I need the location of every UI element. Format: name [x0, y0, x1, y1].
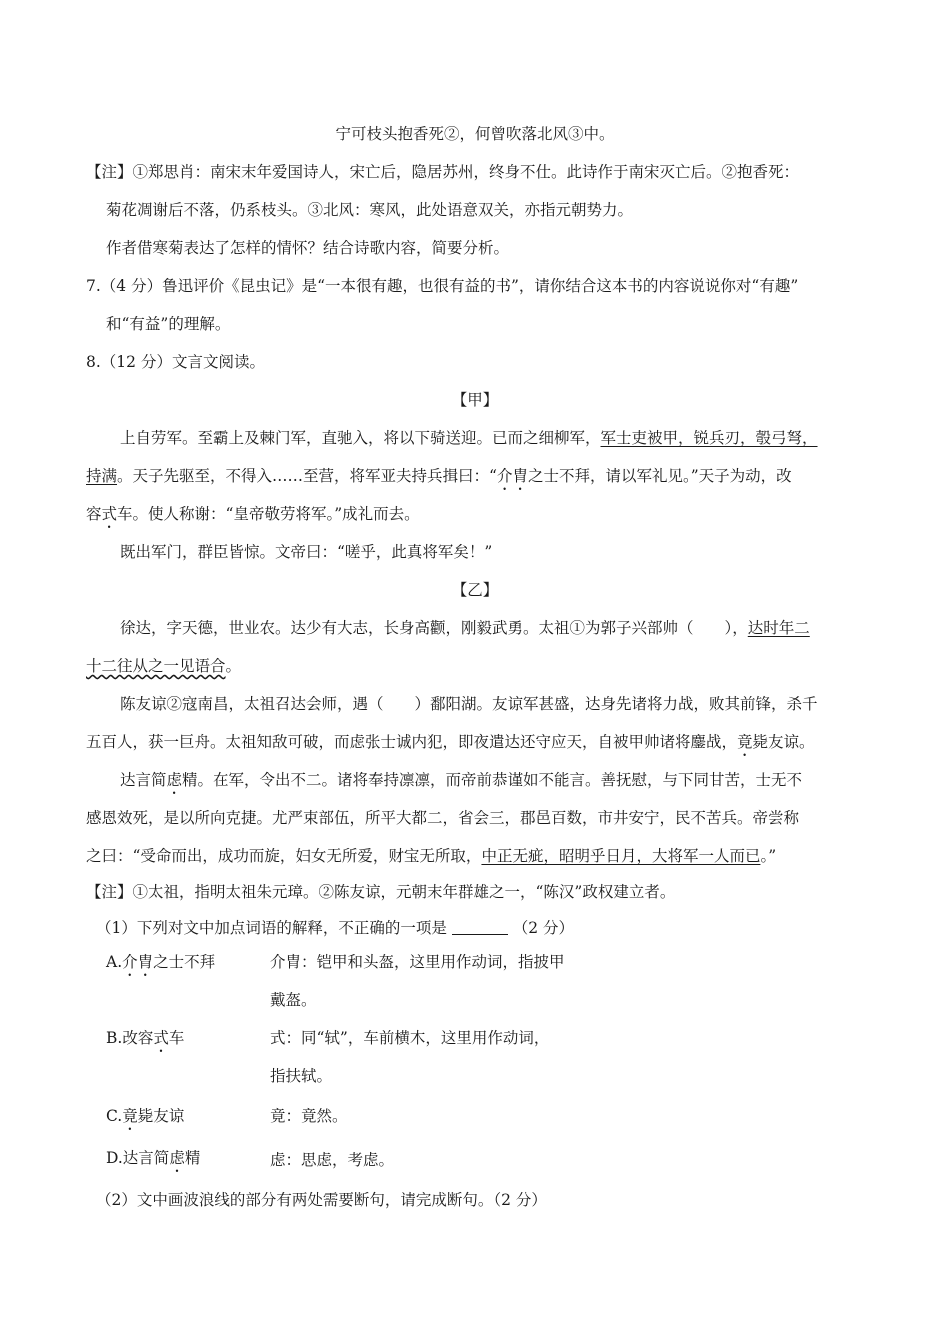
yi-p2-text: 毙友谅。: [752, 733, 815, 751]
option-a-text-2: 戴盔。: [270, 991, 317, 1009]
yi-p3-line1: [120, 768, 802, 798]
q6-question: 作者借寒菊表达了怎样的情怀？结合诗歌内容，简要分析。: [106, 239, 510, 257]
poem-line: 宁可枝头抱香死②，何曾吹落北风③中。: [335, 125, 615, 143]
yi-wavy-sentence: 达时年二: [747, 619, 810, 637]
dotted-word-jing: 竟: [737, 733, 753, 751]
yi-p2-text: 五百人，获一巨舟。太祖知敌可破，而虑张士诚内犯，即夜遣达还守应天，自被甲帅诸将鏖战，: [86, 733, 738, 751]
option-c-suffix: 毙友谅: [137, 1107, 185, 1125]
yi-p1-text: 徐达，字天德，世业农。达少有大志，长身高颧，刚毅武勇。太祖①为郭子兴部帅（ ），: [120, 619, 748, 637]
sub1-prompt-text: （1）下列对文中加点词语的解释，不正确的一项是: [96, 919, 447, 937]
yi-p3-line3: [86, 844, 776, 866]
yi-p1-line1: [120, 616, 810, 638]
jia-p1-line3: [86, 502, 420, 532]
yi-title: 【乙】: [451, 581, 499, 599]
jia-p1-text: 上自劳军。至霸上及棘门军，直驰入，将以下骑送迎。已而之细柳军，: [120, 429, 601, 447]
yi-p1-text: 。: [225, 657, 242, 675]
option-a-dotted: 介胄: [122, 953, 154, 971]
yi-p2-line1: 陈友谅②寇南昌，太祖召达会师，遇（ ）鄱阳湖。友谅军甚盛，达身先诸将力战，败其前锋，杀千: [120, 695, 818, 713]
yi-p3-line2: 感恩效死，是以所向克捷。尤严束部伍，所平大都二，省会三，郡邑百数，市井安宁，民不苦兵。帝尝称: [86, 809, 800, 827]
yi-p3-text: 达言简: [120, 771, 167, 789]
note-line-1: 【注】①郑思肖：南宋末年爱国诗人，宋亡后，隐居苏州，终身不仕。此诗作于南宋灭亡后。②抱香死：: [86, 163, 800, 181]
option-c-label: [106, 1104, 184, 1134]
sub2-prompt: （2）文中画波浪线的部分有两处需要断句，请完成断句。（2 分）: [96, 1191, 547, 1209]
dotted-word-jiezhou: 介胄: [496, 467, 528, 485]
option-b-dotted: 式: [153, 1029, 169, 1047]
dotted-word-lv: 虑: [166, 771, 183, 789]
option-d-dotted: 虑: [169, 1149, 185, 1167]
jia-title: 【甲】: [451, 391, 499, 409]
option-b-text-2: 指扶轼。: [270, 1067, 333, 1085]
option-d-label: [106, 1146, 200, 1176]
yi-p1-line2: [86, 654, 241, 676]
option-b-suffix: 车: [168, 1029, 185, 1047]
note-line-2: 菊花凋谢后不落，仍系枝头。③北风：寒风，此处语意双关，亦指元朝势力。: [106, 201, 634, 219]
option-a-label: [106, 950, 215, 980]
yi-p2-line2: [86, 730, 815, 760]
jia-underlined-sentence-end: 持满: [86, 467, 118, 485]
option-b-prefix: B.改容: [106, 1029, 154, 1047]
option-b-label: [106, 1026, 184, 1056]
q7-line-2: 和“有益”的理解。: [106, 315, 231, 333]
yi-p3-text: 。”: [760, 847, 777, 865]
dotted-word-shi: 式: [101, 505, 118, 523]
option-d-prefix: D.达言简: [106, 1149, 170, 1167]
jia-p1-line2: [86, 464, 792, 494]
option-c-prefix: C.: [106, 1107, 123, 1125]
jia-p1-text: 车。使人称谢：“皇帝敬劳将军。”成礼而去。: [117, 505, 420, 523]
option-c-dotted: 竟: [122, 1107, 138, 1125]
q7-line-1: 7.（4 分）鲁迅评价《昆虫记》是“一本很有趣，也很有益的书”，请你结合这本书的内容说说你对“有趣”: [86, 277, 799, 295]
jia-p1-text: 容: [86, 505, 102, 523]
yi-p3-text: 精。在军，令出不二。诸将奉持凛凛，而帝前恭谨如不能言。善抚慰，与下同甘苦，士无不: [182, 771, 803, 789]
option-a-text-1: 介胄：铠甲和头盔，这里用作动词，指披甲: [270, 953, 565, 971]
option-d-suffix: 精: [184, 1149, 201, 1167]
note-b: 【注】①太祖，指明太祖朱元璋。②陈友谅，元朝末年群雄之一，“陈汉”政权建立者。: [86, 883, 676, 901]
yi-p3-text: 之曰：“受命而出，成功而旋，妇女无所爱，财宝无所取，: [86, 847, 482, 865]
jia-p2: 既出军门，群臣皆惊。文帝曰：“嗟乎，此真将军矣！”: [120, 543, 493, 561]
option-c-text-1: 竟：竟然。: [270, 1107, 348, 1125]
option-a-suffix: 之士不拜: [153, 953, 216, 971]
sub1-prompt: [96, 916, 574, 938]
yi-wavy-sentence-end: 十二往从之一见语合: [86, 657, 226, 675]
q8-heading: 8.（12 分）文言文阅读。: [86, 353, 265, 371]
yi-underlined-sentence: 中正无疵，昭明乎日月，大将军一人而已: [481, 847, 761, 865]
sub1-points: （2 分）: [512, 919, 575, 937]
jia-p1-text: 。天子先驱至，不得入……至营，将军亚夫持兵揖曰：“: [117, 467, 497, 485]
jia-p1-line1: [120, 426, 818, 448]
option-d-text-1: 虑：思虑，考虑。: [270, 1151, 395, 1169]
jia-underlined-sentence: 军士吏被甲，锐兵刃，彀弓弩，: [600, 429, 818, 447]
answer-blank[interactable]: [452, 920, 508, 935]
option-a-prefix: A.: [106, 953, 123, 971]
option-b-text-1: 式：同“轼”，车前横木，这里用作动词，: [270, 1029, 550, 1047]
jia-p1-text: 之士不拜，请以军礼见。”天子为动，改: [527, 467, 792, 485]
